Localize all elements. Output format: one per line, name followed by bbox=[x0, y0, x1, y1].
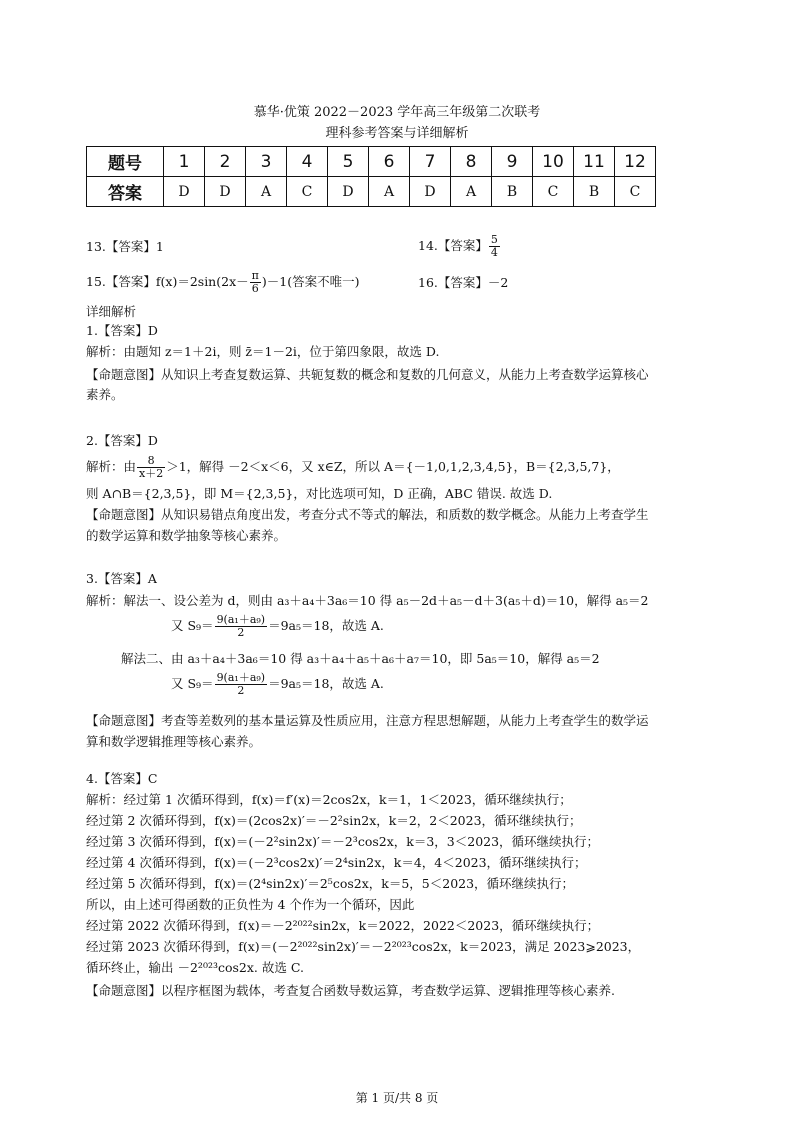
table-cell: C bbox=[615, 177, 656, 207]
table-cell: 1 bbox=[164, 147, 205, 177]
answer-table bbox=[86, 146, 656, 207]
q4-line: 循环终止，输出 －2²⁰²³cos2x. 故选 C. bbox=[86, 960, 304, 975]
q4-line: 解析：经过第 1 次循环得到，f(x)＝f′(x)＝2cos2x，k＝1，1＜2023，循环继续执行； bbox=[86, 792, 572, 807]
q4-line: 经过第 2 次循环得到，f(x)＝(2cos2x)′＝－2²sin2x，k＝2，2＜2023，循环继续执行； bbox=[86, 813, 582, 828]
q3-sum2-fraction bbox=[215, 672, 268, 697]
q4-line: 经过第 2022 次循环得到，f(x)＝－2²⁰²²sin2x，k＝2022，2022＜2023，循环继续执行； bbox=[86, 918, 600, 933]
page-footer: 第 1 页/共 8 页 bbox=[355, 1091, 439, 1105]
fraction-numerator: 9(a₁＋a₉) bbox=[216, 613, 266, 626]
fraction-denominator: x＋2 bbox=[139, 467, 164, 480]
q3-sum1-fraction bbox=[215, 614, 268, 639]
table-cell: 11 bbox=[574, 147, 615, 177]
table-cell: A bbox=[451, 177, 492, 207]
q2-analysis-pre: 解析：由 bbox=[86, 459, 137, 474]
table-cell: C bbox=[287, 177, 328, 207]
table-cell: 10 bbox=[533, 147, 574, 177]
q2-analysis-post: ＞1，解得 －2＜x＜6，又 x∈Z，所以 A＝{－1,0,1,2,3,4,5}，B＝{2,3,5,7}， bbox=[166, 459, 620, 474]
q4-line: 经过第 3 次循环得到，f(x)＝(－2²sin2x)′＝－2³cos2x，k＝3，3＜2023，循环继续执行； bbox=[86, 834, 600, 849]
q3-intent-cont: 算和数学逻辑推理等核心素养。 bbox=[86, 734, 262, 749]
q3-method1: 解析：解法一、设公差为 d，则由 a₃＋a₄＋3a₆＝10 得 a₅－2d＋a₅－d＋3(a₅＋d)＝10，解得 a₅＝2 bbox=[86, 593, 649, 608]
table-cell: B bbox=[574, 177, 615, 207]
q3-answer: 3.【答案】A bbox=[86, 571, 157, 586]
table-cell: 5 bbox=[328, 147, 369, 177]
table-cell: A bbox=[246, 177, 287, 207]
section-title: 详细解析 bbox=[86, 304, 137, 319]
answer-13: 13.【答案】1 bbox=[86, 239, 164, 254]
table-cell: D bbox=[328, 177, 369, 207]
table-cell: 9 bbox=[492, 147, 533, 177]
exam-subtitle: 理科参考答案与详细解析 bbox=[325, 126, 469, 141]
q2-analysis bbox=[86, 455, 620, 480]
table-cell: A bbox=[369, 177, 410, 207]
table-head-number: 题号 bbox=[87, 147, 164, 177]
q3-sum1-pre: 又 S₉＝ bbox=[171, 618, 214, 633]
q4-intent: 【命题意图】以程序框图为载体，考查复合函数导数运算，考查数学运算、逻辑推理等核心素养. bbox=[86, 983, 615, 998]
answer-15-fraction bbox=[250, 270, 261, 295]
q2-intent: 【命题意图】从知识易错点角度出发，考查分式不等式的解法，和质数的数学概念。从能力上考查学生 bbox=[86, 507, 649, 522]
q3-sum1-post: ＝9a₅＝18，故选 A. bbox=[268, 618, 384, 633]
table-cell: 4 bbox=[287, 147, 328, 177]
answer-14 bbox=[418, 234, 501, 259]
fraction-denominator: 6 bbox=[251, 282, 259, 295]
q4-answer: 4.【答案】C bbox=[86, 771, 158, 786]
table-row-numbers bbox=[87, 147, 656, 177]
q3-intent: 【命题意图】考查等差数列的基本量运算及性质应用，注意方程思想解题，从能力上考查学生的数学运 bbox=[86, 713, 649, 728]
q3-sum2-post: ＝9a₅＝18，故选 A. bbox=[268, 676, 384, 691]
answer-15 bbox=[86, 270, 359, 295]
table-row-answers bbox=[87, 177, 656, 207]
q1-analysis: 解析：由题知 z＝1＋2i，则 z̄＝1－2i，位于第四象限，故选 D. bbox=[86, 344, 440, 359]
q3-sum2 bbox=[171, 672, 384, 697]
answer-15-label: 15.【答案】 bbox=[86, 274, 156, 289]
table-cell: C bbox=[533, 177, 574, 207]
q2-answer: 2.【答案】D bbox=[86, 433, 158, 448]
table-cell: D bbox=[410, 177, 451, 207]
answer-16: 16.【答案】－2 bbox=[418, 275, 509, 290]
q4-line: 经过第 5 次循环得到，f(x)＝(2⁴sin2x)′＝2⁵cos2x，k＝5，5＜2023，循环继续执行； bbox=[86, 876, 575, 891]
q3-sum2-pre: 又 S₉＝ bbox=[171, 676, 214, 691]
q1-intent-cont: 素养。 bbox=[86, 387, 124, 402]
fraction-numerator: 5 bbox=[490, 233, 498, 246]
table-head-answer: 答案 bbox=[87, 177, 164, 207]
q2-fraction bbox=[137, 455, 165, 480]
q4-line: 经过第 2023 次循环得到，f(x)＝(－2²⁰²²sin2x)′＝－2²⁰²³cos2x，k＝2023，满足 2023⩾2023， bbox=[86, 939, 641, 954]
table-cell: 2 bbox=[205, 147, 246, 177]
q1-answer: 1.【答案】D bbox=[86, 323, 158, 338]
fraction-denominator: 2 bbox=[237, 626, 245, 639]
table-cell: 3 bbox=[246, 147, 287, 177]
q1-intent: 【命题意图】从知识上考查复数运算、共轭复数的概念和复数的几何意义，从能力上考查数学运算核心 bbox=[86, 367, 649, 382]
exam-title: 慕华·优策 2022－2023 学年高三年级第二次联考 bbox=[253, 105, 541, 120]
table-cell: 7 bbox=[410, 147, 451, 177]
q3-sum1 bbox=[171, 614, 384, 639]
table-cell: 6 bbox=[369, 147, 410, 177]
table-cell: 12 bbox=[615, 147, 656, 177]
answer-14-label: 14.【答案】 bbox=[418, 238, 488, 253]
answer-14-fraction bbox=[489, 234, 500, 259]
answer-15-formula-b: )－1(答案不唯一) bbox=[261, 274, 360, 289]
answer-15-formula-a: f(x)＝2sin(2x－ bbox=[155, 274, 249, 289]
fraction-numerator: π bbox=[251, 269, 259, 282]
fraction-numerator: 8 bbox=[137, 455, 165, 468]
q2-intent-cont: 的数学运算和数学抽象等核心素养。 bbox=[86, 528, 287, 543]
q4-line: 经过第 4 次循环得到，f(x)＝(－2³cos2x)′＝2⁴sin2x，k＝4，4＜2023，循环继续执行； bbox=[86, 855, 587, 870]
table-cell: 8 bbox=[451, 147, 492, 177]
table-cell: B bbox=[492, 177, 533, 207]
q4-line: 所以，由上述可得函数的正负性为 4 个作为一个循环，因此 bbox=[86, 897, 415, 912]
q3-method2: 解法二、由 a₃＋a₄＋3a₆＝10 得 a₃＋a₄＋a₅＋a₆＋a₇＝10，即 5a₅＝10，解得 a₅＝2 bbox=[121, 651, 600, 666]
table-cell: D bbox=[205, 177, 246, 207]
table-cell: D bbox=[164, 177, 205, 207]
fraction-denominator: 4 bbox=[490, 246, 498, 259]
fraction-denominator: 2 bbox=[237, 684, 245, 697]
fraction-numerator: 9(a₁＋a₉) bbox=[216, 671, 266, 684]
q2-analysis-line2: 则 A∩B＝{2,3,5}，即 M＝{2,3,5}，对比选项可知，D 正确，ABC 错误. 故选 D. bbox=[86, 486, 553, 501]
